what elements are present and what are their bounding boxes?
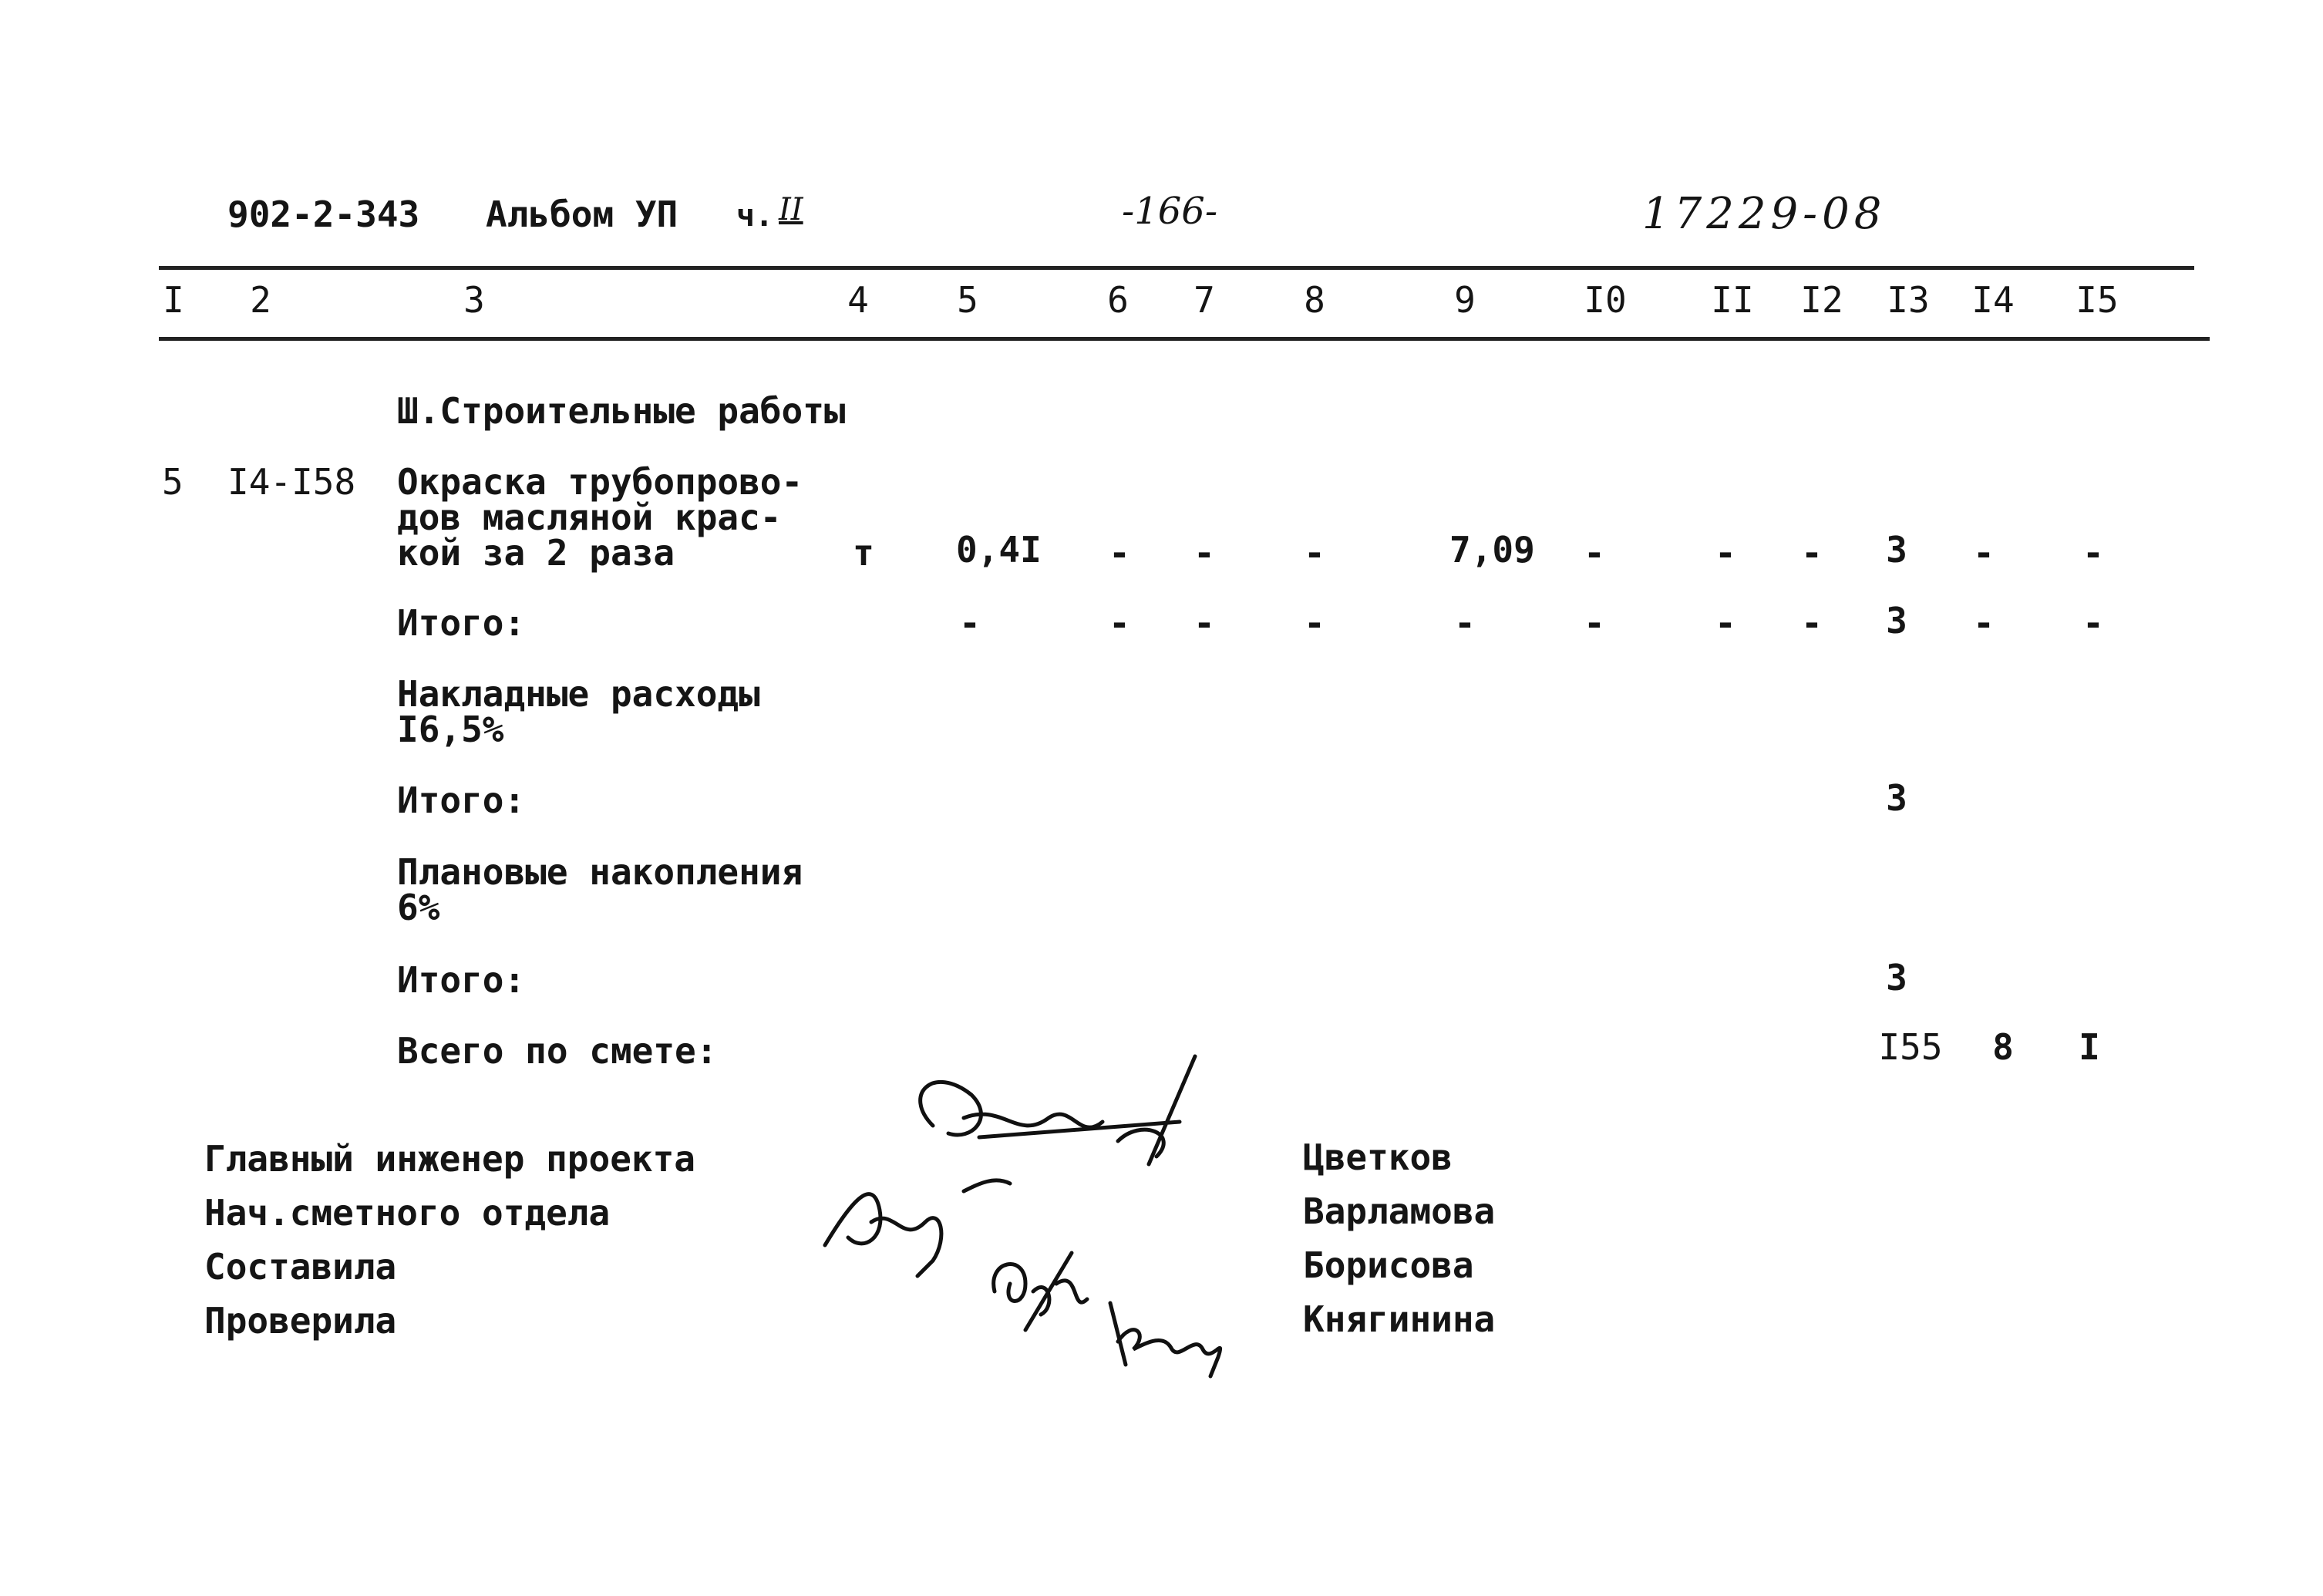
col-header-3: 3 <box>463 279 485 321</box>
overhead-rate: I6,5% <box>397 709 504 750</box>
subtotal-label-1: Итого: <box>397 602 526 644</box>
col-header-4: 4 <box>847 279 869 321</box>
header-rule-top <box>159 266 2194 270</box>
inventory-number: 17229-08 <box>1642 189 1887 239</box>
album-label: Альбом УП <box>486 194 678 235</box>
col-header-10: I0 <box>1584 279 1627 321</box>
item-col5: 0,4I <box>956 529 1042 571</box>
col-header-2: 2 <box>250 279 271 321</box>
planned-savings-rate: 6% <box>397 887 440 928</box>
col-header-14: I4 <box>1971 279 2015 321</box>
subtotal-col15: - <box>2082 602 2104 644</box>
subtotal-col6: - <box>1109 602 1130 644</box>
subtotal-col12: - <box>1801 602 1823 644</box>
item-description-line-1: Окраска трубопрово- <box>397 461 803 503</box>
item-number: 5 <box>162 461 183 503</box>
item-col8: - <box>1304 532 1325 574</box>
col-header-9: 9 <box>1454 279 1476 321</box>
signature-role-2: Нач.сметного отдела <box>204 1192 611 1234</box>
signature-name-4: Княгинина <box>1303 1298 1496 1340</box>
col-header-7: 7 <box>1193 279 1215 321</box>
subtotal-2-col13: 3 <box>1886 777 1907 819</box>
subtotal-col14: - <box>1973 602 1995 644</box>
overhead-label: Накладные расходы <box>397 673 760 715</box>
signature-name-2: Варламова <box>1303 1190 1496 1232</box>
signature-role-4: Проверила <box>204 1300 397 1342</box>
handwritten-signature-4 <box>1103 1288 1241 1380</box>
subtotal-3-col13: 3 <box>1886 957 1907 998</box>
header-rule-bottom <box>159 337 2210 341</box>
part-prefix: ч. <box>736 198 774 234</box>
grand-total-col14: 8 <box>1992 1026 2014 1068</box>
item-code: I4-I58 <box>227 461 356 503</box>
subtotal-col9: - <box>1454 602 1476 644</box>
subtotal-col5: - <box>959 602 981 644</box>
item-col7: - <box>1193 532 1215 574</box>
item-col6: - <box>1109 532 1130 574</box>
subtotal-label-3: Итого: <box>397 959 526 1001</box>
doc-code: 902-2-343 <box>227 194 420 235</box>
grand-total-col15: I <box>2079 1026 2100 1068</box>
signature-name-1: Цветков <box>1303 1136 1453 1178</box>
item-col9: 7,09 <box>1449 529 1535 571</box>
grand-total-label: Всего по смете: <box>397 1030 718 1072</box>
col-header-5: 5 <box>957 279 978 321</box>
item-col14: - <box>1973 532 1995 574</box>
subtotal-col8: - <box>1304 602 1325 644</box>
part-number: II <box>779 192 803 227</box>
subtotal-col10: - <box>1584 602 1605 644</box>
planned-savings-label: Плановые накопления <box>397 851 803 893</box>
item-col13: 3 <box>1886 529 1907 571</box>
col-header-12: I2 <box>1800 279 1843 321</box>
subtotal-col13: 3 <box>1886 600 1907 641</box>
signature-name-3: Борисова <box>1303 1244 1474 1286</box>
subtotal-label-2: Итого: <box>397 779 526 821</box>
col-header-6: 6 <box>1107 279 1129 321</box>
col-header-15: I5 <box>2076 279 2119 321</box>
col-header-11: II <box>1711 279 1754 321</box>
col-header-8: 8 <box>1304 279 1325 321</box>
item-col11: - <box>1715 532 1736 574</box>
item-col12: - <box>1801 532 1823 574</box>
col-header-13: I3 <box>1887 279 1930 321</box>
item-unit: т <box>853 532 874 574</box>
signature-role-3: Составила <box>204 1246 397 1288</box>
item-description-line-3: кой за 2 раза <box>397 532 675 574</box>
subtotal-col11: - <box>1715 602 1736 644</box>
col-header-1: I <box>163 279 184 321</box>
signature-role-1: Главный инженер проекта <box>204 1138 695 1180</box>
subtotal-col7: - <box>1193 602 1215 644</box>
handwritten-signature-3 <box>979 1245 1103 1345</box>
item-col10: - <box>1584 532 1605 574</box>
item-description-line-2: дов масляной крас- <box>397 497 782 538</box>
section-title: Ш.Строительные работы <box>397 390 846 432</box>
item-col15: - <box>2082 532 2104 574</box>
grand-total-col13: I55 <box>1878 1026 1943 1068</box>
page-number: -166- <box>1122 190 1218 233</box>
